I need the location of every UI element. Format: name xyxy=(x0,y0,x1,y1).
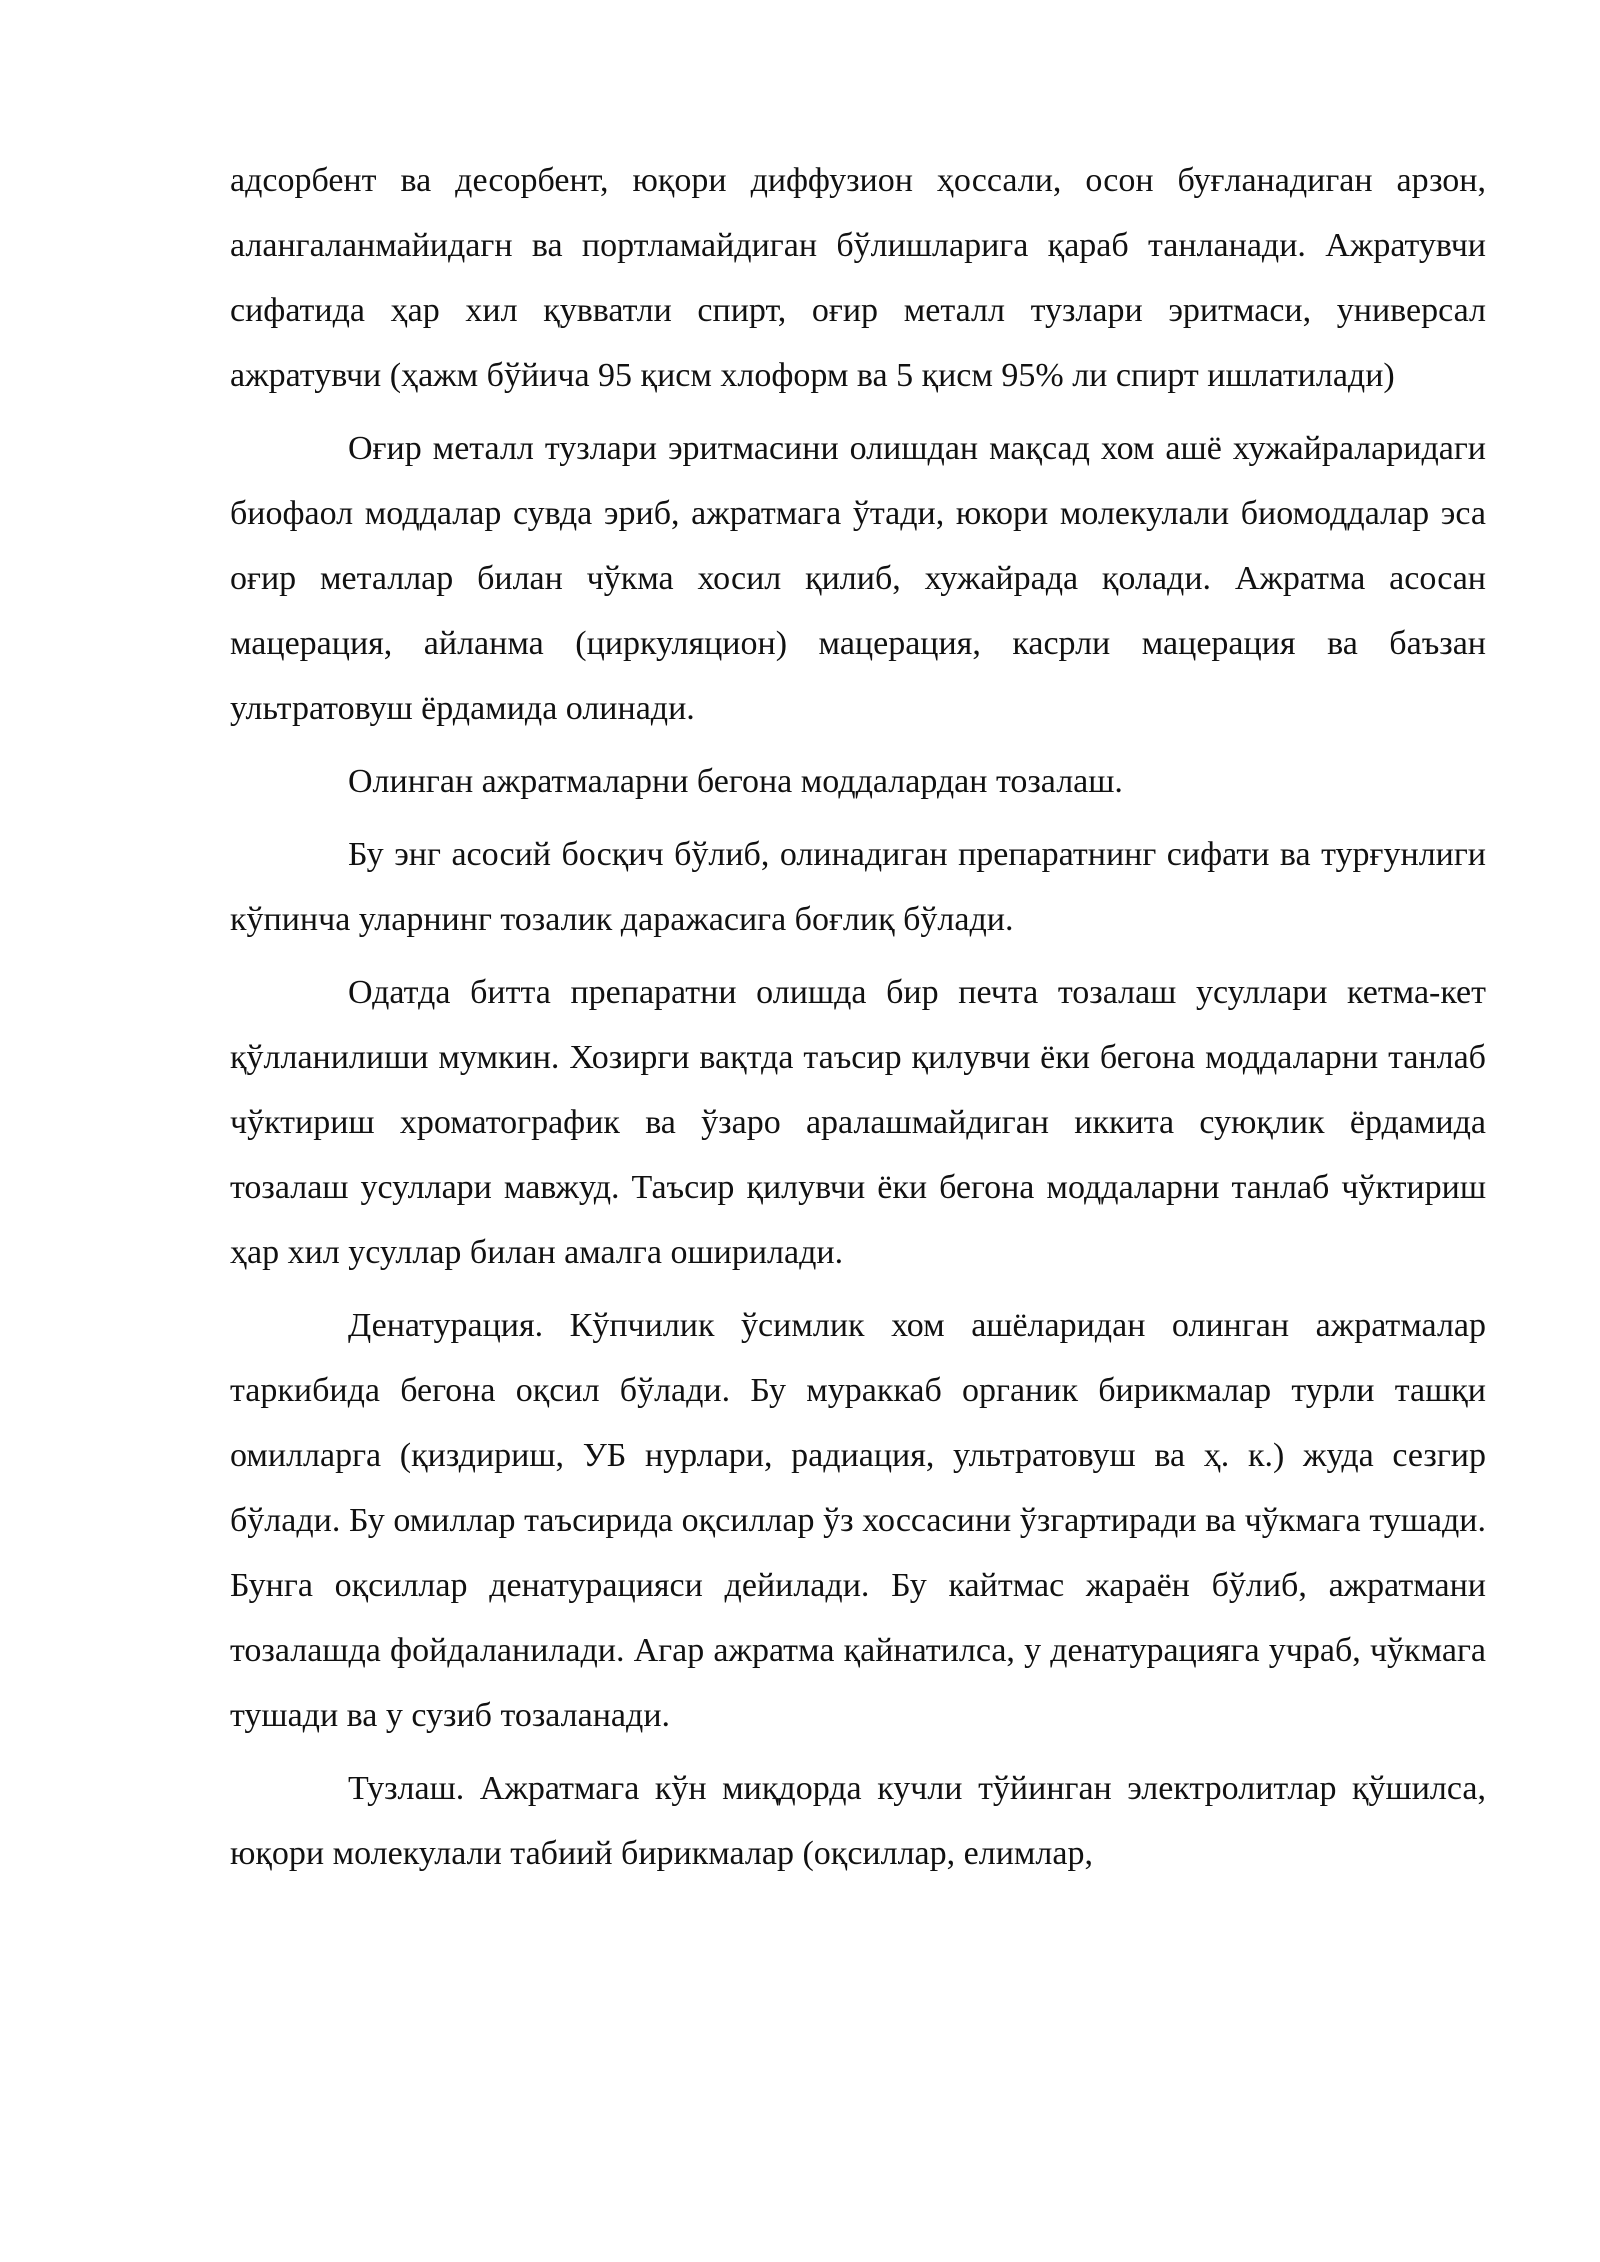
paragraph-4: Бу энг асосий босқич бўлиб, олинадиган препаратнинг сифати ва турғунлиги кўпинча уларнинг тозалик даражасига боғлиқ бўлади. xyxy=(230,836,1486,938)
paragraph-3: Олинган ажратмаларни бегона моддалардан тозалаш. xyxy=(348,763,1123,800)
paragraph-5: Одатда битта препаратни олишда бир печта тозалаш усуллари кетма-кет қўлланилиши мумкин. Хозирги вақтда таъсир қилувчи ёки бегона моддаларни танлаб чўктириш хроматографик ва ўзаро аралашмайдиган иккита суюқлик ёрдамида тозалаш усуллари мавжуд. Таъсир қилувчи ёки бегона моддаларни танлаб чўктириш ҳар хил усуллар билан амалга оширилади. xyxy=(230,974,1486,1271)
paragraph-7: Тузлаш. Ажратмага кўн миқдорда кучли тўйинган электролитлар қўшилса, юқори молекулали табиий бирикмалар (оқсиллар, елимлар, xyxy=(230,1770,1486,1872)
paragraph-2: Оғир металл тузлари эритмасини олишдан мақсад хом ашё хужайраларидаги биофаол моддалар сувда эриб, ажратмага ўтади, юкори молекулали биомоддалар эса оғир металлар билан чўкма хосил қилиб, хужайрада қолади. Ажратма асосан мацерация, айланма (циркуляцион) мацерация, касрли мацерация ва баъзан ультратовуш ёрдамида олинади. xyxy=(230,430,1486,727)
paragraph-6: Денатурация. Кўпчилик ўсимлик хом ашёларидан олинган ажратмалар таркибида бегона оқсил бўлади. Бу мураккаб органик бирикмалар турли ташқи омилларга (қиздириш, УБ нурлари, радиация, ультратовуш ва ҳ. к.) жуда сезгир бўлади. Бу омиллар таъсирида оқсиллар ўз хоссасини ўзгартиради ва чўкмага тушади. Бунга оқсиллар денатурацияси дейилади. Бу кайтмас жараён бўлиб, ажратмани тозалашда фойдаланилади. Агар ажратма қайнатилса, у денатурацияга учраб, чўкмага тушади ва у сузиб тозаланади. xyxy=(230,1307,1486,1734)
document-body xyxy=(230,148,1486,1886)
paragraph-1: адсорбент ва десорбент, юқори диффузион ҳоссали, осон буғланадиган арзон, алангаланмайидагн ва портламайдиган бўлишларига қараб танланади. Ажратувчи сифатида ҳар хил қувватли спирт, оғир металл тузлари эритмаси, универсал ажратувчи (ҳажм бўйича 95 қисм хлоформ ва 5 қисм 95% ли спирт ишлатилади) xyxy=(230,162,1486,394)
